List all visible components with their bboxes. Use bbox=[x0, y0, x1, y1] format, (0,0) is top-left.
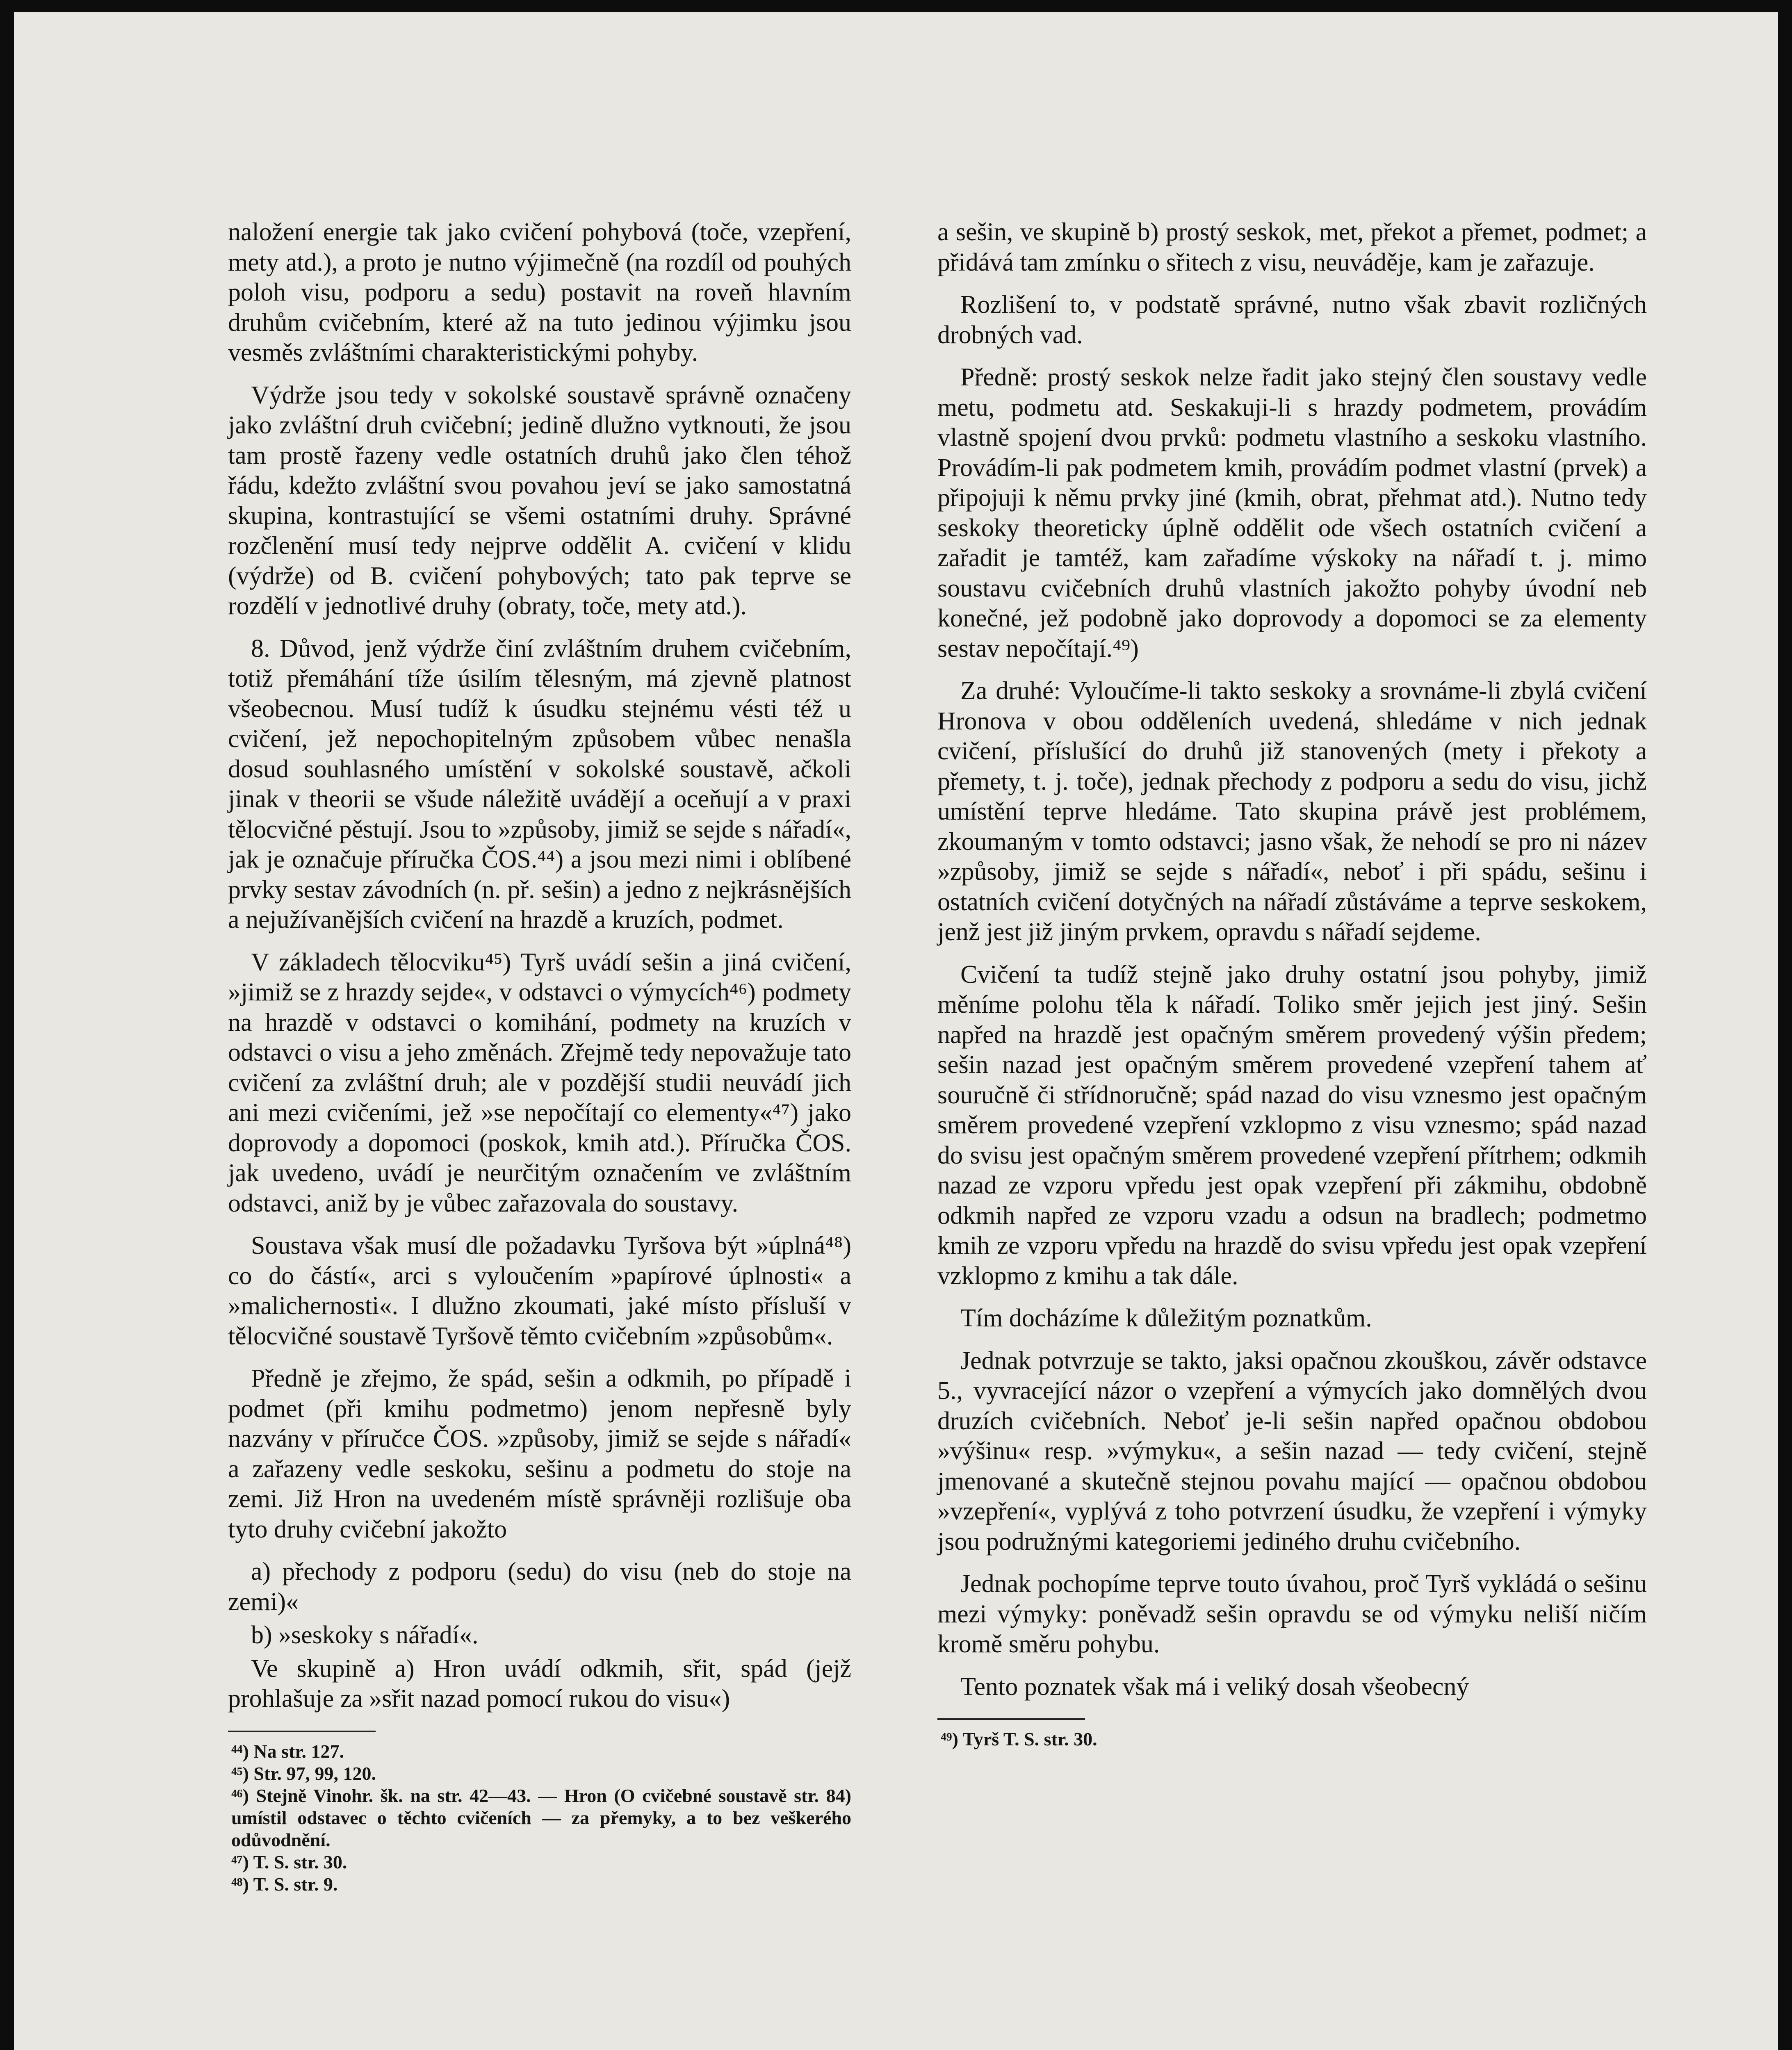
paragraph: Jednak pochopíme teprve touto úvahou, proč Tyrš vykládá o sešinu mezi výmyky: poněvadž sešin opravdu se od výmyku neliší ničím kromě směru pohybu. bbox=[937, 1570, 1647, 1658]
paragraph: a sešin, ve skupině b) prostý seskok, met, překot a přemet, podmet; a přidává tam zmínku o sřitech z visu, neuváděje, kam je zařazuje. bbox=[937, 218, 1647, 276]
right-column bbox=[937, 217, 1647, 1750]
paragraph: Předně je zřejmo, že spád, sešin a odkmih, po případě i podmet (při kmihu podmetmo) jenom nepřesně byly nazvány v příručce ČOS. »způsoby, jimiž se sejde s nářadí« a zařazeny vedle seskoku, sešinu a podmetu do stoje na zemi. Již Hron na uvedeném místě správněji rozlišuje oba tyto druhy cvičební jakožto bbox=[228, 1364, 851, 1543]
paragraph: Za druhé: Vyloučíme-li takto seskoky a srovnáme-li zbylá cvičení Hronova v obou odděleních uvedená, shledáme v nich jednak cvičení, příslušící do druhů již stanovených (mety i překoty a přemety, t. j. toče), jednak přechody z podporu a sedu do visu, jichž umístění teprve hledáme. Tato skupina právě jest problémem, zkoumaným v tomto odstavci; jasno však, že nehodí se pro ni název »způsoby, jimiž se sejde s nářadí«, neboť i při spádu, sešinu i ostatních cvičení dotyčných na nářadí zůstáváme a teprve seskokem, jenž jest již jiným prvkem, opravdu s nářadí sejdeme. bbox=[937, 677, 1647, 946]
footnote: ⁴⁸) T. S. str. 9. bbox=[231, 1873, 338, 1895]
book-page bbox=[14, 12, 1778, 2050]
footnotes bbox=[228, 1740, 851, 1895]
footnote: ⁴⁹) Tyrš T. S. str. 30. bbox=[941, 1729, 1097, 1749]
paragraph: Cvičení ta tudíž stejně jako druhy ostatní jsou pohyby, jimiž měníme polohu těla k nářadí. Toliko směr jejich jest jiný. Sešin napřed na hrazdě jest opačným směrem provedený výšin předem; sešin nazad jest opačným směrem provedené vzepření tahem ať souručně či střídnoručně; spád nazad do visu vznesmo jest opačným směrem provedené vzepření vzklopmo z visu vznesmo; spád nazad do svisu jest opačným směrem provedené vzepření přítrhem; odkmih nazad ze vzporu vpředu jest opak vzepření při zákmihu, obdobně odkmih napřed ze vzporu vzadu a odsun na bradlech; podmetmo kmih ze vzporu vpředu na hrazdě do svisu vpředu jest opak vzepření vzklopmo z kmihu a tak dále. bbox=[937, 960, 1647, 1290]
footnote: ⁴⁷) T. S. str. 30. bbox=[231, 1851, 347, 1872]
paragraph: naložení energie tak jako cvičení pohybová (toče, vzepření, mety atd.), a proto je nutno výjimečně (na rozdíl od pouhých poloh visu, podporu a sedu) postavit na roveň hlavním druhům cvičebním, které až na tuto jedinou výjimku jsou vesměs zvláštními charakteristickými pohyby. bbox=[228, 218, 851, 367]
paragraph: b) »seskoky s nářadí«. bbox=[251, 1621, 479, 1649]
left-column bbox=[228, 217, 851, 1895]
footnote: ⁴⁵) Str. 97, 99, 120. bbox=[231, 1763, 376, 1784]
paragraph: Výdrže jsou tedy v sokolské soustavě správně označeny jako zvláštní druh cvičební; jedině dlužno vytknouti, že jsou tam prostě řazeny vedle ostatních druhů jako člen téhož řádu, kdežto zvláštní svou povahou jeví se jako samostatná skupina, kontrastující se všemi ostatními druhy. Správné rozčlenění musí tedy nejprve oddělit A. cvičení v klidu (výdrže) od B. cvičení pohybových; tato pak teprve se rozdělí v jednotlivé druhy (obraty, toče, mety atd.). bbox=[228, 381, 851, 620]
footnote-divider bbox=[937, 1718, 1085, 1720]
paragraph: 8. Důvod, jenž výdrže činí zvláštním druhem cvičebním, totiž přemáhání tíže úsilím tělesným, má zjevně platnost všeobecnou. Musí tudíž k úsudku stejnému vésti též u cvičení, jež nepochopitelným způsobem vůbec nenašla dosud souhlasného umístění v sokolské soustavě, ačkoli jinak v theorii se všude náležitě uvádějí a oceňují a v praxi tělocvičné pěstují. Jsou to »způsoby, jimiž se sejde s nářadí«, jak je označuje příručka ČOS.⁴⁴) a jsou mezi nimi i oblíbené prvky sestav závodních (n. př. sešin) a jedno z nejkrásnějších a nejužívanějších cvičení na hrazdě a kruzích, podmet. bbox=[228, 634, 851, 934]
footnote: ⁴⁴) Na str. 127. bbox=[231, 1740, 344, 1762]
footnote-divider bbox=[228, 1731, 376, 1732]
paragraph: Předně: prostý seskok nelze řadit jako stejný člen soustavy vedle metu, podmetu atd. Seskakuji-li s hrazdy podmetem, provádím vlastně spojení dvou prvků: podmetu vlastního a seskoku vlastního. Provádím-li pak podmetem kmih, provádím podmet vlastní (prvek) a připojuji k němu prvky jiné (kmih, obrat, přehmat atd.). Nutno tedy seskoky theoreticky úplně oddělit ode všech ostatních cvičení a zařadit je tamtéž, kam zařadíme výskoky na nářadí t. j. mimo soustavu cvičebních druhů vlastních jakožto pohyby úvodní neb konečné, jež podobně jako doprovody a dopomoci se za elementy sestav nepočítají.⁴⁹) bbox=[937, 363, 1647, 663]
paragraph: Tento poznatek však má i veliký dosah všeobecný bbox=[960, 1672, 1469, 1701]
paragraph: Jednak potvrzuje se takto, jaksi opačnou zkouškou, závěr odstavce 5., vyvracející názor o vzepření a výmycích jako domnělých dvou druzích cvičebních. Neboť je-li sešin napřed opačnou obdobou »výšinu« resp. »výmyku«, a sešin nazad — tedy cvičení, stejně jmenované a skutečně stejnou povahu mající — opačnou obdobou »vzepření«, vyplývá z toho potvrzení úsudku, že vzepření i výmyky jsou podružnými kategoriemi jediného druhu cvičebního. bbox=[937, 1346, 1647, 1556]
paragraph: Soustava však musí dle požadavku Tyršova být »úplná⁴⁸) co do částí«, arci s vyloučením »papírové úplnosti« a »malichernosti«. I dlužno zkoumati, jaké místo přísluší v tělocvičné soustavě Tyršově těmto cvičebním »způsobům«. bbox=[228, 1232, 851, 1350]
footnote: ⁴⁶) Stejně Vinohr. šk. na str. 42—43. — Hron (O cvičebné soustavě str. 84) umístil odstavec o těchto cvičeních — za přemyky, a to bez veškerého odůvodnění. bbox=[231, 1785, 851, 1850]
paragraph: Ve skupině a) Hron uvádí odkmih, sřit, spád (jejž prohlašuje za »sřit nazad pomocí rukou do visu«) bbox=[228, 1654, 851, 1713]
paragraph: Tím docházíme k důležitým poznatkům. bbox=[960, 1304, 1372, 1332]
footnotes bbox=[937, 1728, 1647, 1750]
paragraph: a) přechody z podporu (sedu) do visu (neb do stoje na zemi)« bbox=[228, 1558, 851, 1616]
paragraph: V základech tělocviku⁴⁵) Tyrš uvádí sešin a jiná cvičení, »jimiž se z hrazdy sejde«, v odstavci o výmycích⁴⁶) podmety na hrazdě v odstavci o komihání, podmety na kruzích v odstavci o visu a jeho změnách. Zřejmě tedy nepovažuje tato cvičení za zvláštní druh; ale v pozdější studii neuvádí jich ani mezi cvičeními, jež »se nepočítají co elementy«⁴⁷) jako doprovody a dopomoci (poskok, kmih atd.). Příručka ČOS. jak uvedeno, uvádí je neurčitým označením ve zvláštním odstavci, aniž by je vůbec zařazovala do soustavy. bbox=[228, 948, 851, 1217]
paragraph: Rozlišení to, v podstatě správné, nutno však zbavit rozličných drobných vad. bbox=[937, 291, 1647, 349]
